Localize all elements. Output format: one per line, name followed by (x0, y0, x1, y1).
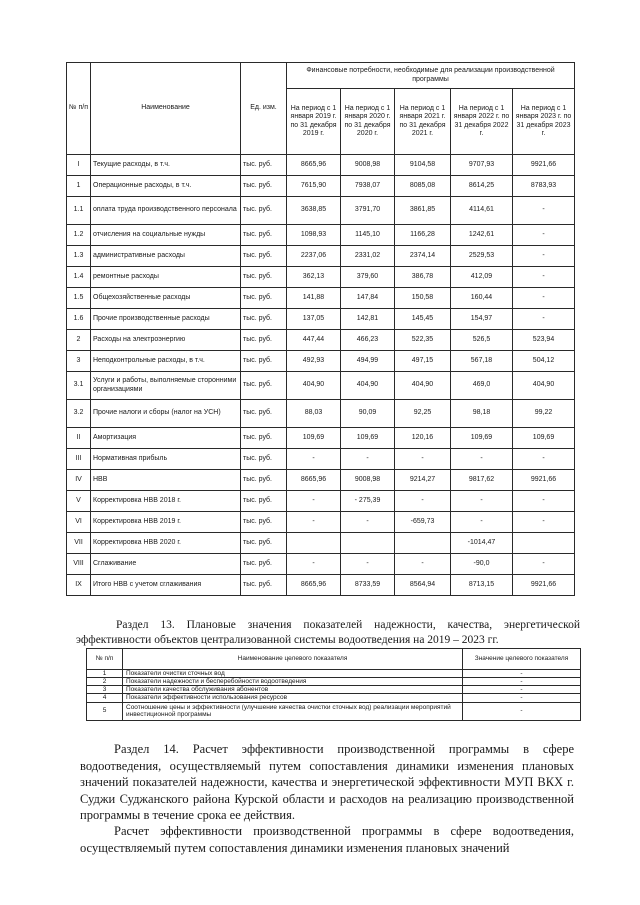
indicator-name: Показатели очистки сточных вод (123, 670, 463, 678)
row-unit: тыс. руб. (241, 288, 287, 309)
row-value: 494,99 (341, 351, 395, 372)
indicator-number: 5 (87, 702, 123, 720)
row-value: 3791,70 (341, 197, 395, 225)
row-value: 90,09 (341, 400, 395, 428)
row-number: IX (67, 575, 91, 596)
indicator-name: Показатели эффективности использования ресурсов (123, 694, 463, 702)
table-row (67, 400, 575, 428)
table-row (67, 491, 575, 512)
row-value: - (451, 449, 513, 470)
row-value: - (513, 491, 575, 512)
row-name: Расходы на электроэнергию (91, 330, 241, 351)
row-value: 3638,85 (287, 197, 341, 225)
row-value (287, 533, 341, 554)
row-unit: тыс. руб. (241, 428, 287, 449)
row-value: - (395, 491, 451, 512)
row-value: 362,13 (287, 267, 341, 288)
row-unit: тыс. руб. (241, 330, 287, 351)
row-value: 2529,53 (451, 246, 513, 267)
col-num-header: № п/п (67, 63, 91, 155)
row-value: 160,44 (451, 288, 513, 309)
row-value: 145,45 (395, 309, 451, 330)
section-14-paragraph-2: Расчет эффективности производственной программы в сфере водоотведения, осуществляемый путем сопоставления динамики изменения плановых значений (80, 824, 574, 855)
row-value: 141,88 (287, 288, 341, 309)
row-number: VIII (67, 554, 91, 575)
row-value: -1014,47 (451, 533, 513, 554)
indicator-value: - (463, 694, 581, 702)
row-number: II (67, 428, 91, 449)
row-value: 120,16 (395, 428, 451, 449)
table-row (67, 246, 575, 267)
row-value (513, 533, 575, 554)
row-value: 4114,61 (451, 197, 513, 225)
row-number: 1.6 (67, 309, 91, 330)
row-name: Сглаживание (91, 554, 241, 575)
row-value: - (395, 554, 451, 575)
row-value: 8783,93 (513, 176, 575, 197)
row-value: 1098,93 (287, 225, 341, 246)
table-row (67, 533, 575, 554)
t2-num-header: № п/п (87, 649, 123, 670)
row-unit: тыс. руб. (241, 491, 287, 512)
row-value: 522,35 (395, 330, 451, 351)
row-value: 469,0 (451, 372, 513, 400)
row-value: 9921,66 (513, 155, 575, 176)
row-value: 9008,98 (341, 155, 395, 176)
row-name: оплата труда производственного персонала (91, 197, 241, 225)
row-value: 7938,07 (341, 176, 395, 197)
table-row (67, 512, 575, 533)
table-row (67, 575, 575, 596)
table-row (67, 330, 575, 351)
row-name: Услуги и работы, выполняемые сторонними организациями (91, 372, 241, 400)
row-value: 447,44 (287, 330, 341, 351)
row-value: 9817,62 (451, 470, 513, 491)
row-unit: тыс. руб. (241, 309, 287, 330)
table-row (67, 449, 575, 470)
row-value: -90,0 (451, 554, 513, 575)
row-value: 9921,66 (513, 470, 575, 491)
row-value: 1145,10 (341, 225, 395, 246)
row-name: Амортизация (91, 428, 241, 449)
row-value: 8665,96 (287, 470, 341, 491)
row-name: Прочие производственные расходы (91, 309, 241, 330)
row-name: Общехозяйственные расходы (91, 288, 241, 309)
row-value: 404,90 (513, 372, 575, 400)
row-value: 9008,98 (341, 470, 395, 491)
row-value: 1166,28 (395, 225, 451, 246)
period-2019-header: На период с 1 января 2019 г. по 31 декабря 2019 г. (287, 89, 341, 155)
row-unit: тыс. руб. (241, 372, 287, 400)
row-unit: тыс. руб. (241, 176, 287, 197)
section-13-title: Раздел 13. Плановые значения показателей надежности, качества, энергетической эффективности объектов централизованной системы водоотведения на 2019 – 2023 гг. (76, 619, 580, 646)
row-value: - (451, 512, 513, 533)
row-name: Прочие налоги и сборы (налог на УСН) (91, 400, 241, 428)
row-value: 466,23 (341, 330, 395, 351)
row-name: Текущие расходы, в т.ч. (91, 155, 241, 176)
row-value: 109,69 (451, 428, 513, 449)
row-value: 8614,25 (451, 176, 513, 197)
period-2023-header: На период с 1 января 2023 г. по 31 декабря 2023 г. (513, 89, 575, 155)
row-name: Итого НВВ с учетом сглаживания (91, 575, 241, 596)
row-value: - (287, 491, 341, 512)
t2-value-header: Значение целевого показателя (463, 649, 581, 670)
row-unit: тыс. руб. (241, 470, 287, 491)
t2-name-header: Наименование целевого показателя (123, 649, 463, 670)
indicator-name: Показатели надежности и бесперебойности водоотведения (123, 678, 463, 686)
row-unit: тыс. руб. (241, 225, 287, 246)
row-value: 9214,27 (395, 470, 451, 491)
row-name: административные расходы (91, 246, 241, 267)
row-name: Корректировка НВВ 2019 г. (91, 512, 241, 533)
row-value: - (513, 197, 575, 225)
target-indicators-table (86, 648, 581, 721)
row-value (395, 533, 451, 554)
row-number: 1.1 (67, 197, 91, 225)
row-number: I (67, 155, 91, 176)
row-value: 8085,08 (395, 176, 451, 197)
row-value: 92,25 (395, 400, 451, 428)
row-value: 404,90 (395, 372, 451, 400)
row-value: 404,90 (287, 372, 341, 400)
row-value: - (513, 449, 575, 470)
table-row (87, 670, 581, 678)
row-unit: тыс. руб. (241, 197, 287, 225)
table-row (67, 155, 575, 176)
row-value: - (513, 267, 575, 288)
row-unit: тыс. руб. (241, 155, 287, 176)
indicator-number: 1 (87, 670, 123, 678)
row-value: 142,81 (341, 309, 395, 330)
row-value: 8564,94 (395, 575, 451, 596)
row-value: 147,84 (341, 288, 395, 309)
row-name: Нормативная прибыль (91, 449, 241, 470)
indicator-number: 4 (87, 694, 123, 702)
row-name: Корректировка НВВ 2018 г. (91, 491, 241, 512)
table-row (67, 428, 575, 449)
table-row (87, 686, 581, 694)
section-14-paragraph: Раздел 14. Расчет эффективности производственной программы в сфере водоотведения, осуществляемый путем сопоставления динамики изменения плановых значений показателей надежности, качества и энергетической эффективности МУП ВКХ г. Суджи Суджанского района Курской области и расходов на реализацию производственной программы в течение срока ее действия. (80, 742, 574, 823)
table-row (67, 197, 575, 225)
row-number: 3.2 (67, 400, 91, 428)
indicator-value: - (463, 702, 581, 720)
row-value: 109,69 (287, 428, 341, 449)
row-number: VI (67, 512, 91, 533)
row-value: - (341, 512, 395, 533)
table-row (67, 372, 575, 400)
row-number: 1 (67, 176, 91, 197)
table-row (67, 309, 575, 330)
table-row (67, 267, 575, 288)
row-number: 1.3 (67, 246, 91, 267)
row-name: Корректировка НВВ 2020 г. (91, 533, 241, 554)
row-number: III (67, 449, 91, 470)
table-row (67, 470, 575, 491)
row-value: - (513, 225, 575, 246)
row-value: 109,69 (513, 428, 575, 449)
row-value: - (341, 449, 395, 470)
row-value: 2331,02 (341, 246, 395, 267)
row-unit: тыс. руб. (241, 246, 287, 267)
row-value: 154,97 (451, 309, 513, 330)
row-value: 404,90 (341, 372, 395, 400)
row-unit: тыс. руб. (241, 400, 287, 428)
indicator-value: - (463, 686, 581, 694)
row-value: 150,58 (395, 288, 451, 309)
row-value: - (513, 288, 575, 309)
row-value: 7615,90 (287, 176, 341, 197)
row-value: 504,12 (513, 351, 575, 372)
row-value: - 275,39 (341, 491, 395, 512)
row-value: 9104,58 (395, 155, 451, 176)
table-row (67, 225, 575, 246)
table-row (67, 554, 575, 575)
row-name: Операционные расходы, в т.ч. (91, 176, 241, 197)
row-value: 379,60 (341, 267, 395, 288)
table-row (87, 694, 581, 702)
row-value: 2374,14 (395, 246, 451, 267)
row-number: VII (67, 533, 91, 554)
row-value: 109,69 (341, 428, 395, 449)
row-value: 99,22 (513, 400, 575, 428)
table-row (67, 176, 575, 197)
row-value: 9921,66 (513, 575, 575, 596)
row-value: 3861,85 (395, 197, 451, 225)
row-value: 2237,06 (287, 246, 341, 267)
table-row (87, 678, 581, 686)
row-value: 523,94 (513, 330, 575, 351)
row-unit: тыс. руб. (241, 512, 287, 533)
row-name: ремонтные расходы (91, 267, 241, 288)
row-value: - (287, 449, 341, 470)
row-unit: тыс. руб. (241, 554, 287, 575)
period-2020-header: На период с 1 января 2020 г. по 31 декабря 2020 г. (341, 89, 395, 155)
row-name: отчисления на социальные нужды (91, 225, 241, 246)
financial-needs-table (66, 62, 575, 596)
row-value: - (513, 512, 575, 533)
row-number: 1.5 (67, 288, 91, 309)
table-row (67, 288, 575, 309)
period-2022-header: На период с 1 января 2022 г. по 31 декабря 2022 г. (451, 89, 513, 155)
row-name: Неподконтрольные расходы, в т.ч. (91, 351, 241, 372)
row-value: - (341, 554, 395, 575)
row-number: 2 (67, 330, 91, 351)
row-unit: тыс. руб. (241, 351, 287, 372)
row-value: - (513, 554, 575, 575)
col-unit-header: Ед. изм. (241, 63, 287, 155)
row-value: 137,05 (287, 309, 341, 330)
row-value: 526,5 (451, 330, 513, 351)
row-number: 3 (67, 351, 91, 372)
indicator-value: - (463, 678, 581, 686)
row-name: НВВ (91, 470, 241, 491)
row-value: 567,18 (451, 351, 513, 372)
row-value: 492,93 (287, 351, 341, 372)
row-value: 8665,96 (287, 155, 341, 176)
row-value: 9707,93 (451, 155, 513, 176)
row-value: - (513, 246, 575, 267)
row-value: 1242,61 (451, 225, 513, 246)
indicator-number: 2 (87, 678, 123, 686)
indicator-name: Показатели качества обслуживания абонентов (123, 686, 463, 694)
period-2021-header: На период с 1 января 2021 г. по 31 декабря 2021 г. (395, 89, 451, 155)
row-value: - (513, 309, 575, 330)
table-row (67, 351, 575, 372)
indicator-name: Соотношение цены и эффективности (улучшение качества очистки сточных вод) реализации мероприятий инвестиционной программы (123, 702, 463, 720)
row-value: - (395, 449, 451, 470)
row-value: 8733,59 (341, 575, 395, 596)
row-value: 412,09 (451, 267, 513, 288)
indicator-number: 3 (87, 686, 123, 694)
row-value: - (287, 554, 341, 575)
indicator-value: - (463, 670, 581, 678)
row-value: 8665,96 (287, 575, 341, 596)
col-name-header: Наименование (91, 63, 241, 155)
row-value: 88,03 (287, 400, 341, 428)
row-value (341, 533, 395, 554)
row-unit: тыс. руб. (241, 533, 287, 554)
table-row (87, 702, 581, 720)
row-unit: тыс. руб. (241, 449, 287, 470)
row-value: 497,15 (395, 351, 451, 372)
row-value: 386,78 (395, 267, 451, 288)
row-value: 98,18 (451, 400, 513, 428)
row-unit: тыс. руб. (241, 575, 287, 596)
row-number: V (67, 491, 91, 512)
financial-needs-group-header: Финансовые потребности, необходимые для реализации производственной программы (287, 63, 575, 89)
row-value: - (451, 491, 513, 512)
row-value: -659,73 (395, 512, 451, 533)
row-value: 8713,15 (451, 575, 513, 596)
row-value: - (287, 512, 341, 533)
row-number: 3.1 (67, 372, 91, 400)
row-number: 1.4 (67, 267, 91, 288)
row-unit: тыс. руб. (241, 267, 287, 288)
row-number: 1.2 (67, 225, 91, 246)
row-number: IV (67, 470, 91, 491)
